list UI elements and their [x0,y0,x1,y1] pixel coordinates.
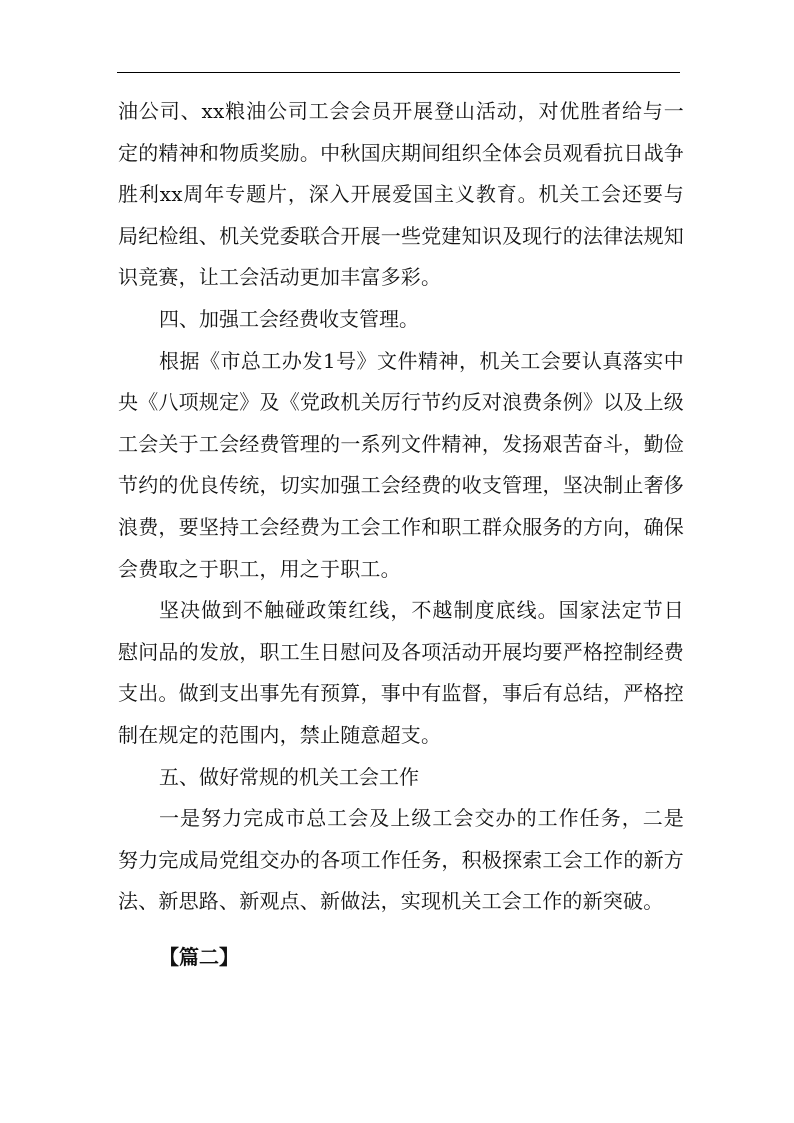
paragraph-routine-work: 一是努力完成市总工会及上级工会交办的工作任务，二是努力完成局党组交办的各项工作任务，积极探索工会工作的新方法、新思路、新观点、新做法，实现机关工会工作的新突破。 [118,806,684,914]
paragraph-activities: 油公司、xx粮油公司工会会员开展登山活动，对优胜者给与一定的精神和物质奖励。中秋国庆期间组织全体会员观看抗日战争胜利xx周年专题片，深入开展爱国主义教育。机关工会还要与局纪检组、机关党委联合开展一些党建知识及现行的法律法规知识竞赛，让工会活动更加丰富多彩。 [118,99,684,290]
paragraph-spending-control: 坚决做到不触碰政策红线，不越制度底线。国家法定节日慰问品的发放，职工生日慰问及各项活动开展均要严格控制经费支出。做到支出事先有预算，事中有监督，事后有总结，严格控制在规定的范围内，禁止随意超支。 [118,598,684,747]
section-heading-five: 五、做好常规的机关工会工作 [159,764,419,789]
paragraph-fund-policy: 根据《市总工办发1号》文件精神，机关工会要认真落实中央《八项规定》及《党政机关厉行节约反对浪费条例》以及上级工会关于工会经费管理的一系列文件精神，发扬艰苦奋斗，勤俭节约的优良传统，切实加强工会经费的收支管理，坚决制止奢侈浪费，要坚持工会经费为工会工作和职工群众服务的方向，确保会费取之于职工，用之于职工。 [118,348,684,581]
document-body [118,91,684,978]
section-heading-four: 四、加强工会经费收支管理。 [159,306,419,331]
header-rule [117,72,680,73]
part-two-marker: 【篇二】 [159,944,239,969]
